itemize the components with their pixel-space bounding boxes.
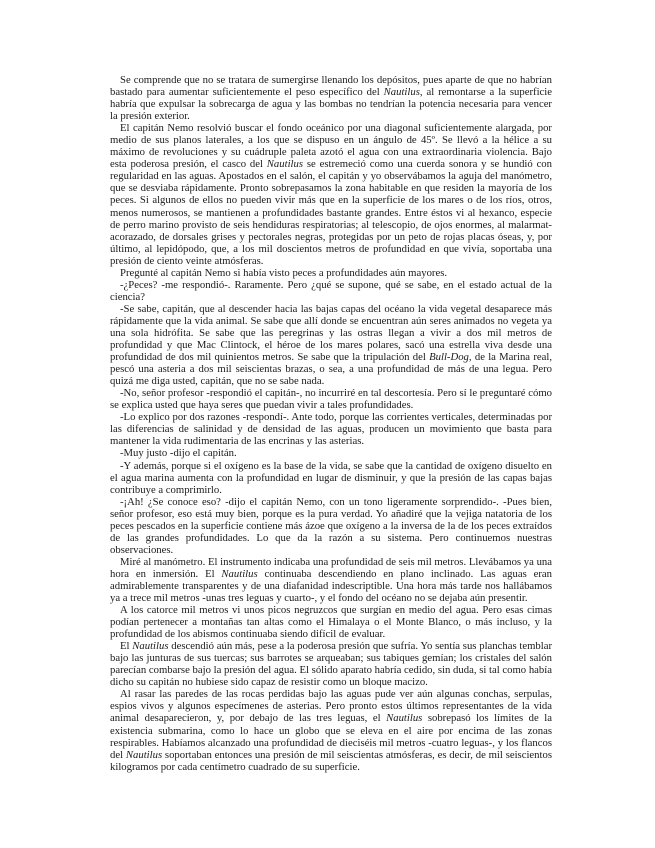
paragraph: Pregunté al capitán Nemo si había visto peces a profundidades aún mayores. xyxy=(120,266,448,279)
paragraph: -¿Peces? -me respondió-. Raramente. Pero ¿qué se supone, qué se sabe, en el estado actual de la ciencia? xyxy=(110,278,552,303)
document-page xyxy=(110,74,552,773)
paragraph: A los catorce mil metros vi unos picos negruzcos que surgían en medio del agua. Pero esas cimas podían pertenecer a montañas tan altas como el Himalaya o el Monte Blanco, o más incluso, y la profundidad de los abismos continuaba siendo difícil de evaluar. xyxy=(110,604,552,641)
paragraph: Se comprende que no se tratara de sumergirse llenando los depósitos, pues aparte de que no habrían bastado para aumentar suficientemente el peso específico del Nautilus, al remontarse a la superficie habría que expulsar la sobrecarga de agua y las bombas no tendrían la potencia necesaria para vencer la presión exterior. xyxy=(110,74,552,123)
paragraph: -Muy justo -dijo el capitán. xyxy=(120,447,237,460)
paragraph: El Nautilus descendió aún más, pese a la poderosa presión que sufría. Yo sentía sus planchas temblar bajo las junturas de sus tuercas; sus barrotes se arqueaban; sus tabiques gemían; los cristales del salón parecían combarse bajo la presión del agua. El sólido aparato habría cedido, sin duda, si tal como había dicho su capitán no hubiese sido capaz de resistir como un bloque macizo. xyxy=(110,640,553,689)
paragraph: -¡Ah! ¿Se conoce eso? -dijo el capitán Nemo, con un tono ligeramente sorprendido-. -Pues bien, señor profesor, eso está muy bien, porque es la pura verdad. Yo añadiré que la vejiga natatoria de los peces pescados en la superficie contiene más ázoe que oxígeno a la inversa de la de los peces extraídos de las grandes profundidades. Lo que da la razón a su sistema. Pero continuemos nuestras observaciones. xyxy=(110,495,552,556)
paragraph: -Y además, porque si el oxígeno es la base de la vida, se sabe que la cantidad de oxígeno disuelto en el agua marina aumenta con la profundidad en lugar de disminuir, y que la presión de las capas bajas contribuye a comprimirlo. xyxy=(110,459,552,496)
paragraph: -Se sabe, capitán, que al descender hacia las bajas capas del océano la vida vegetal desaparece más rápidamente que la vida animal. Se sabe que allí donde se encuentran aún seres animados no vegeta ya una sola hidrófita. Se sabe que las peregrinas y las ostras llegan a vivir a dos mil metros de profundidad y que Mac Clintock, el héroe de los mares polares, sacó una estrella viva desde una profundidad de dos mil quinientos metros. Se sabe que la tripulación del Bull-Dog, de la Marina real, pescó una asteria a dos mil seiscientas brazas, o sea, a una profundidad de más de una legua. Pero quizá me diga usted, capitán, que no se sabe nada. xyxy=(110,302,553,388)
paragraph: -Lo explico por dos razones -respondí-. Ante todo, porque las corrientes verticales, determinadas por las diferencias de salinidad y de densidad de las aguas, producen un movimiento que basta para mantener la vida rudimentaria de las encrinas y las asterias. xyxy=(110,411,552,448)
paragraph: Al rasar las paredes de las rocas perdidas bajo las aguas pude ver aún algunas conchas, serpulas, espios vivos y algunos especímenes de asterias. Pero pronto estos últimos representantes de la vida animal desaparecieron, y, por debajo de las tres leguas, el Nautilus sobrepasó los límites de la existencia submarina, como lo hace un globo que se eleva en el aire por encima de las zonas respirables. Habíamos alcanzado una profundidad de dieciséis mil metros -cuatro leguas-, y los flancos del Nautilus soportaban entonces una presión de mil seiscientas atmósferas, es decir, de mil seiscientos kilogramos por cada centímetro cuadrado de su superficie. xyxy=(110,688,552,773)
paragraph: -No, señor profesor -respondió el capitán-, no incurriré en tal descortesía. Pero sí le preguntaré cómo se explica usted que haya seres que puedan vivir a tales profundidades. xyxy=(110,387,552,412)
paragraph: El capitán Nemo resolvió buscar el fondo oceánico por una diagonal suficientemente alargada, por medio de sus planos laterales, a los que se dispuso en un ángulo de 45º. Se llevó a la hélice a su máximo de revoluciones y su cuádruple paleta azotó el agua con una extraordinaria violencia. Bajo esta poderosa presión, el casco del Nautilus se estremeció como una cuerda sonora y se hundió con regularidad en las aguas. Apostados en el salón, el capitán y yo observábamos la aguja del manómetro, que se desviaba rápidamente. Pronto sobrepasamos la zona habitable en que residen la mayoría de los peces. Si algunos de ellos no pueden vivir más que en la superficie de los mares o de los ríos, otros, menos numerosos, se mantienen a profundidades bastante grandes. Entre éstos vi al hexanco, especie de perro marino provisto de seis hendiduras respiratorias; al telescopio, de ojos enormes, al malarmat-acorazado, de dorsales grises y pectorales negras, protegidas por un peto de rojas placas óseas, y, por último, al lepidópodo, que, a los mil doscientos metros de profundidad en que vivía, soportaba una presión de ciento veinte atmósferas. xyxy=(110,122,552,267)
paragraph: Miré al manómetro. El instrumento indicaba una profundidad de seis mil metros. Llevábamos ya una hora en inmersión. El Nautilus continuaba descendiendo en plano inclinado. Las aguas eran admirablemente transparentes y de una diafanidad indescriptible. Una hora más tarde nos hallábamos ya a trece mil metros -unas tres leguas y cuarto-, y el fondo del océano no se dejaba aún presentir. xyxy=(110,555,552,605)
